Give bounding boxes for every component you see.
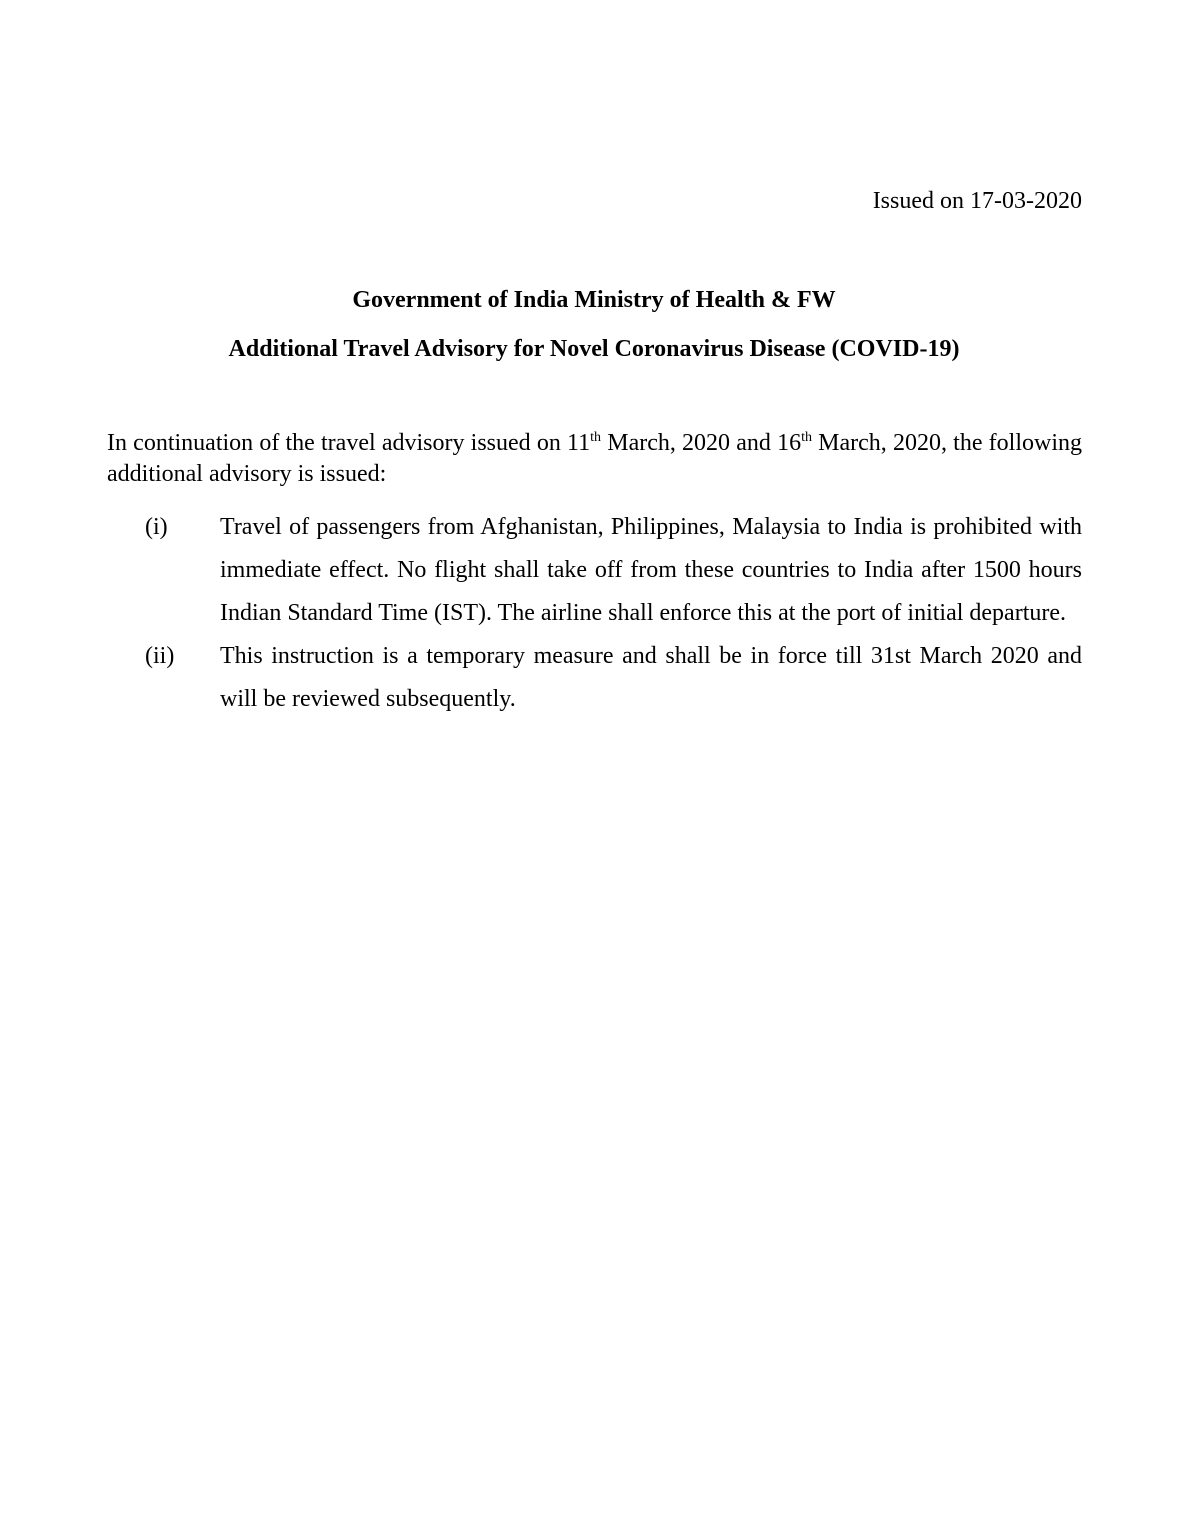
issued-date: Issued on 17-03-2020	[872, 188, 1082, 214]
item-text: Travel of passengers from Afghanistan, Philippines, Malaysia to India is prohibited with immediate effect. No flight shall take off from these countries to India after 1500 hours Indian Standard Time (IST). The airline shall enforce this at the port of initial departure.	[220, 514, 1082, 626]
advisory-item	[107, 635, 1082, 721]
item-text: This instruction is a temporary measure and shall be in force till 31st March 2020 and will be reviewed subsequently.	[220, 643, 1082, 712]
advisory-list	[107, 506, 1082, 721]
intro-text-3: March, 2020, the following additional advisory is issued:	[107, 430, 1082, 487]
intro-superscript-1: th	[590, 430, 602, 445]
intro-paragraph	[107, 428, 1082, 490]
item-number: (i)	[145, 514, 168, 540]
item-number: (ii)	[145, 643, 175, 669]
intro-superscript-2: th	[801, 430, 812, 445]
advisory-title: Additional Travel Advisory for Novel Coronavirus Disease (COVID-19)	[228, 336, 960, 362]
advisory-item	[107, 506, 1082, 635]
ministry-heading: Government of India Ministry of Health & FW	[352, 287, 836, 313]
intro-text-2: March, 2020 and 16	[601, 430, 802, 456]
intro-text-1: In continuation of the travel advisory issued on 11	[107, 430, 591, 456]
